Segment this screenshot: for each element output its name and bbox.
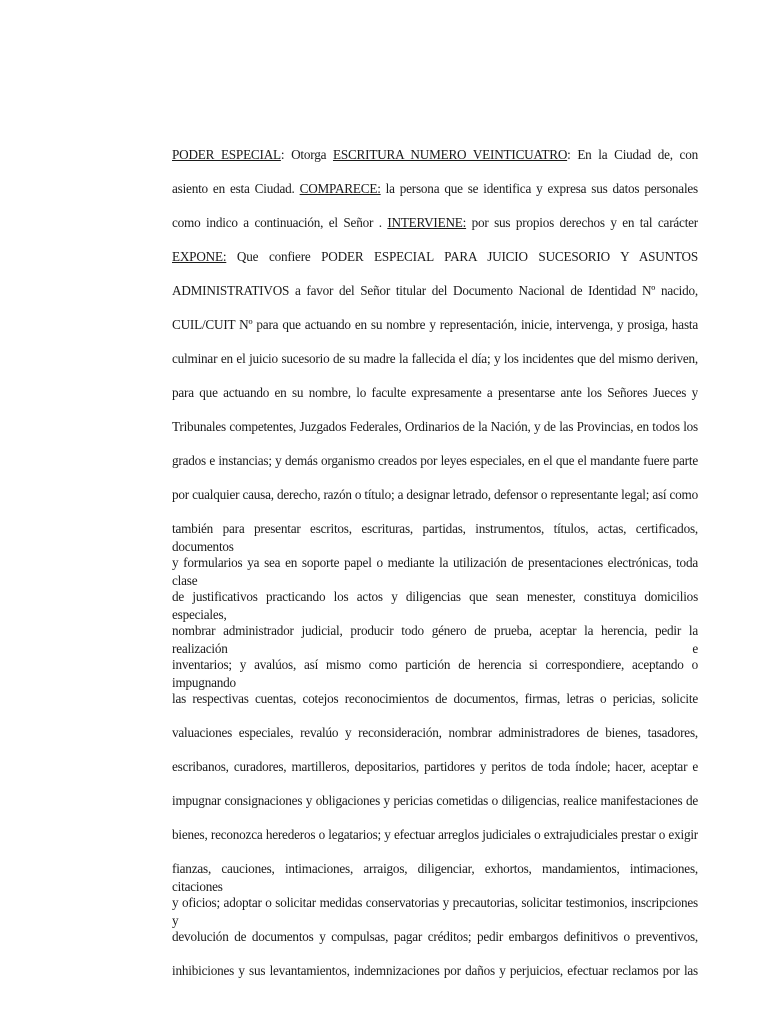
text-line [172, 350, 698, 384]
text-segment: como indico a continuación, el Señor . [172, 215, 388, 230]
text-segment: valuaciones especiales, revalúo y reconsideración, nombrar administradores de bienes, tasadores, [172, 725, 698, 740]
underlined-heading: ESCRITURA NUMERO VEINTICUATRO [332, 147, 568, 162]
text-segment: por sus propios derechos y en tal carácter [466, 215, 698, 230]
text-line [172, 418, 698, 452]
document-body [172, 146, 698, 996]
text-line [172, 588, 698, 622]
text-segment: : Otorga [280, 147, 333, 162]
text-line [172, 860, 698, 894]
text-segment: las respectivas cuentas, cotejos reconocimientos de documentos, firmas, letras o pericias, solicite [172, 691, 698, 706]
underlined-heading: COMPARECE: [299, 181, 381, 196]
text-segment: fianzas, cauciones, intimaciones, arraigos, diligenciar, exhortos, mandamientos, intimaciones, citaciones [172, 861, 698, 894]
text-line [172, 452, 698, 486]
text-line [172, 826, 698, 860]
text-segment: de justificativos practicando los actos y diligencias que sean menester, constituya domicilios especiales, [172, 589, 698, 622]
text-line [172, 928, 698, 962]
text-segment: inventarios; y avalúos, así mismo como partición de herencia si correspondiere, aceptando o impugnando [172, 657, 698, 690]
text-segment: ADMINISTRATIVOS a favor del Señor titular del Documento Nacional de Identidad Nº nacido, [172, 283, 698, 298]
text-segment: la persona que se identifica y expresa sus datos personales [380, 181, 698, 196]
underlined-heading: EXPONE: [172, 249, 227, 264]
text-line [172, 214, 698, 248]
text-segment: para que actuando en su nombre, lo faculte expresamente a presentarse ante los Señores Jueces y [172, 385, 698, 400]
text-segment: Tribunales competentes, Juzgados Federales, Ordinarios de la Nación, y de las Provincias, en todos los [172, 419, 698, 434]
text-line [172, 690, 698, 724]
text-segment: asiento en esta Ciudad. [172, 181, 300, 196]
text-line [172, 894, 698, 928]
text-segment: también para presentar escritos, escrituras, partidas, instrumentos, títulos, actas, certificados, documentos [172, 521, 698, 554]
text-segment: inhibiciones y sus levantamientos, indemnizaciones por daños y perjuicios, efectuar reclamos por las [172, 963, 698, 978]
text-segment: culminar en el juicio sucesorio de su madre la fallecida el día; y los incidentes que del mismo deriven, [172, 351, 698, 366]
text-line [172, 520, 698, 554]
underlined-heading: INTERVIENE: [387, 215, 467, 230]
text-line [172, 248, 698, 282]
text-line [172, 316, 698, 350]
text-line [172, 962, 698, 996]
text-segment: nombrar administrador judicial, producir todo género de prueba, aceptar la herencia, pedir la realización e [172, 623, 698, 656]
text-line [172, 282, 698, 316]
text-segment: CUIL/CUIT Nº para que actuando en su nombre y representación, inicie, intervenga, y prosiga, hasta [172, 317, 698, 332]
text-line [172, 180, 698, 214]
text-segment: impugnar consignaciones y obligaciones y pericias cometidas o diligencias, realice manifestaciones de [172, 793, 698, 808]
underlined-heading: PODER ESPECIAL [172, 147, 281, 162]
text-segment: devolución de documentos y compulsas, pagar créditos; pedir embargos definitivos o preventivos, [172, 929, 698, 944]
text-line [172, 758, 698, 792]
text-segment: : En la Ciudad de, con [567, 147, 698, 162]
text-line [172, 384, 698, 418]
text-line [172, 486, 698, 520]
text-segment: y oficios; adoptar o solicitar medidas conservatorias y precautorias, solicitar testimonios, inscripciones y [172, 895, 698, 928]
text-segment: por cualquier causa, derecho, razón o título; a designar letrado, defensor o representante legal; así como [172, 487, 698, 502]
text-line [172, 622, 698, 656]
text-segment: escribanos, curadores, martilleros, depositarios, partidores y peritos de toda índole; hacer, aceptar e [172, 759, 698, 774]
text-segment: Que confiere PODER ESPECIAL PARA JUICIO SUCESORIO Y ASUNTOS [226, 249, 698, 264]
text-line [172, 724, 698, 758]
text-line [172, 554, 698, 588]
text-segment: y formularios ya sea en soporte papel o mediante la utilización de presentaciones electrónicas, toda clase [172, 555, 698, 588]
text-line [172, 146, 698, 180]
text-segment: bienes, reconozca herederos o legatarios; y efectuar arreglos judiciales o extrajudiciales prestar o exigir [172, 827, 698, 842]
text-line [172, 792, 698, 826]
text-line [172, 656, 698, 690]
text-segment: grados e instancias; y demás organismo creados por leyes especiales, en el que el mandante fuere parte [172, 453, 698, 468]
